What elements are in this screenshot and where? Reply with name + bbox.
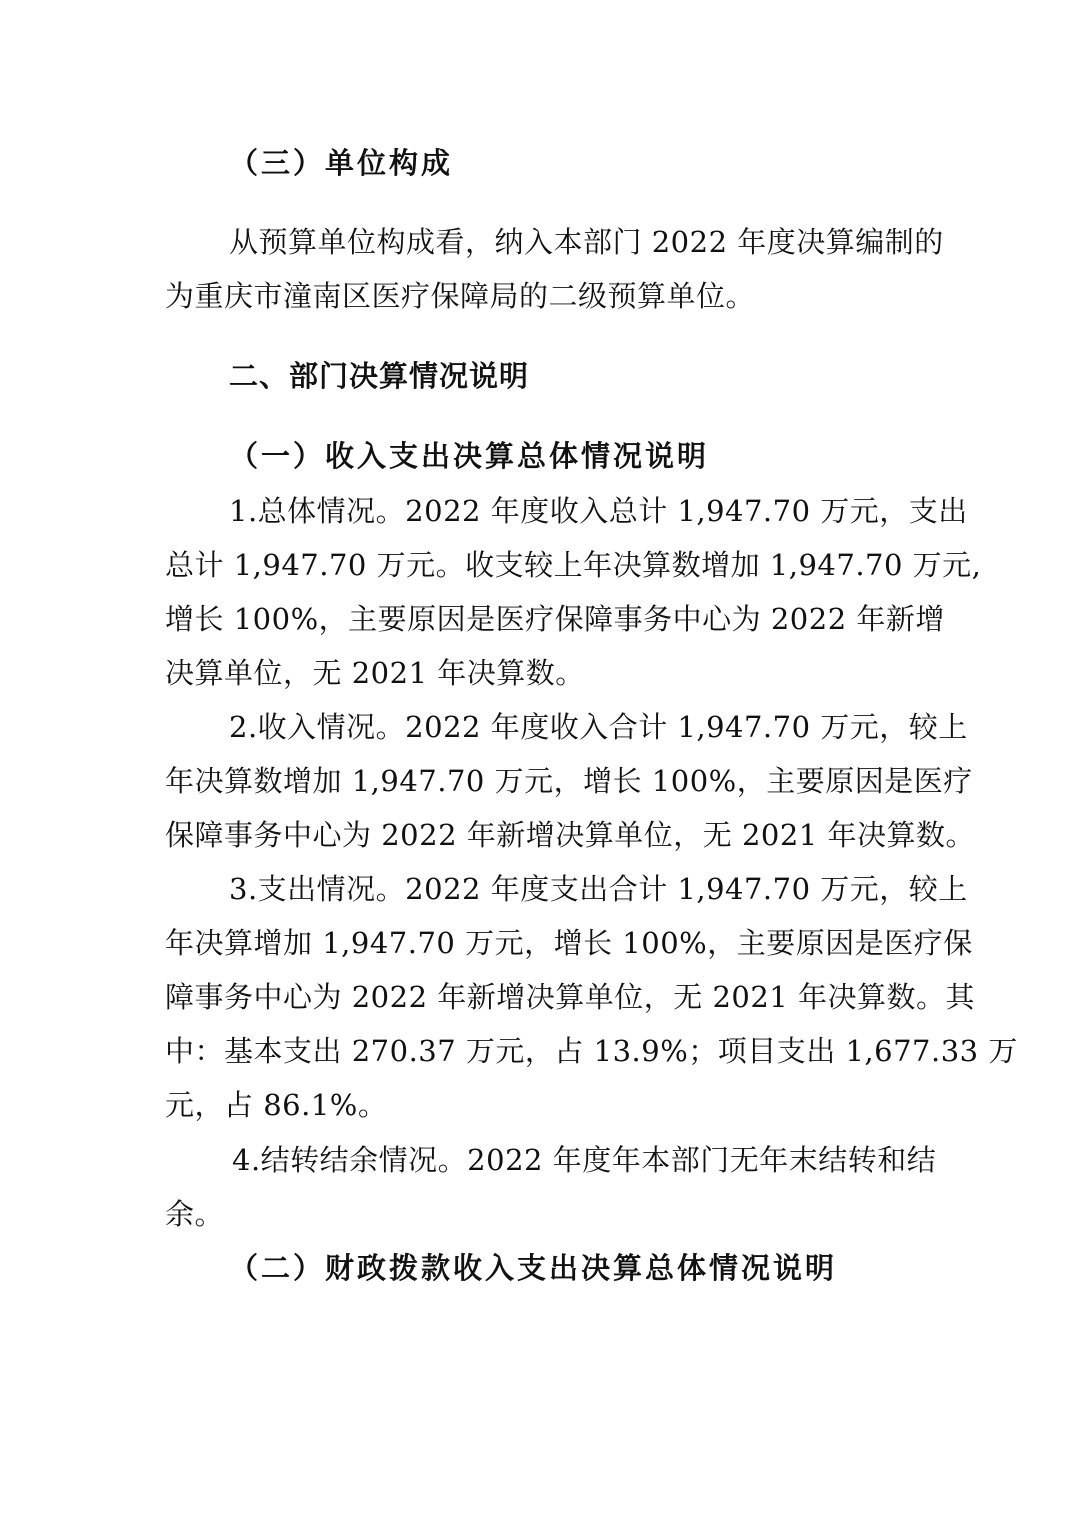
paragraph-line: 元，占 86.1%。	[165, 1088, 388, 1122]
paragraph-line: 年决算数增加 1,947.70 万元，增长 100%，主要原因是医疗	[165, 764, 973, 798]
paragraph-line: 总计 1,947.70 万元。收支较上年决算数增加 1,947.70 万元,	[165, 548, 982, 582]
paragraph-line: 为重庆市潼南区医疗保障局的二级预算单位。	[165, 279, 756, 313]
paragraph-line: 保障事务中心为 2022 年新增决算单位，无 2021 年决算数。	[165, 818, 975, 852]
paragraph-line: 增长 100%，主要原因是医疗保障事务中心为 2022 年新增	[165, 602, 945, 636]
paragraph-line: 从预算单位构成看，纳入本部门 2022 年度决算编制的	[229, 225, 944, 259]
paragraph-line: 2.收入情况。2022 年度收入合计 1,947.70 万元，较上	[229, 710, 968, 744]
section-3-heading: （三）单位构成	[229, 146, 454, 180]
paragraph-line: 障事务中心为 2022 年新增决算单位，无 2021 年决算数。其	[165, 980, 975, 1014]
paragraph-line: 决算单位，无 2021 年决算数。	[165, 656, 585, 690]
subsection-1-heading: （一）收入支出决算总体情况说明	[229, 439, 710, 473]
paragraph-line: 4.结转结余情况。2022 年度年本部门无年末结转和结	[232, 1143, 937, 1177]
subsection-2-heading: （二）财政拨款收入支出决算总体情况说明	[229, 1251, 838, 1285]
paragraph-line: 年决算增加 1,947.70 万元，增长 100%，主要原因是医疗保	[165, 926, 973, 960]
paragraph-line: 3.支出情况。2022 年度支出合计 1,947.70 万元，较上	[229, 872, 968, 906]
paragraph-line: 中：基本支出 270.37 万元，占 13.9%；项目支出 1,677.33 万	[165, 1034, 1018, 1068]
part-2-heading: 二、部门决算情况说明	[229, 359, 530, 393]
paragraph-line: 1.总体情况。2022 年度收入总计 1,947.70 万元，支出	[229, 494, 968, 528]
paragraph-line: 余。	[165, 1197, 225, 1231]
